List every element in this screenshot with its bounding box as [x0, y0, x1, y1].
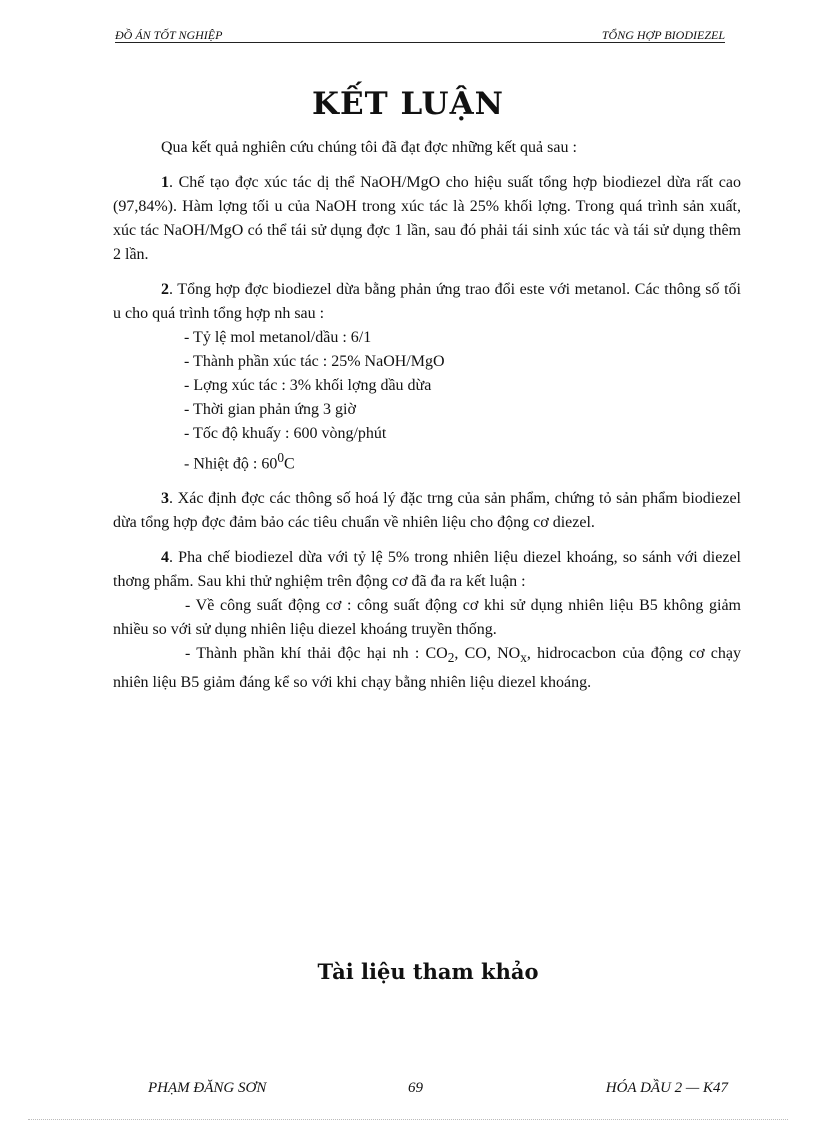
temperature-prefix: - Nhiệt độ : 60	[184, 455, 278, 473]
footer-page-number: 69	[408, 1080, 423, 1096]
section-2-text: . Tổng hợp đợc biodiezel dừa bằng phản ứng trao đổi este với metanol. Các thông số tối u cho quá trình tổng hợp nh sau :	[113, 281, 741, 322]
section-4-text: . Pha chế biodiezel dừa với tỷ lệ 5% trong nhiên liệu diezel khoáng, so sánh với diezel thơng phẩm. Sau khi thử nghiệm trên động cơ đã đa ra kết luận :	[113, 549, 741, 591]
section-1-number: 1	[161, 174, 169, 191]
param-item: - Lợng xúc tác : 3% khối lợng dầu dừa	[184, 377, 432, 394]
footer-class: HÓA DẦU 2 — K47	[605, 1080, 728, 1096]
bottom-divider	[28, 1119, 788, 1120]
param-item: - Tốc độ khuấy : 600 vòng/phút	[184, 425, 387, 442]
section-3-paragraph	[113, 487, 741, 535]
temperature-degree: 0	[277, 450, 284, 465]
section-3-number: 3	[161, 490, 169, 508]
section-4-sub-2	[113, 642, 741, 694]
footer-author: PHẠM ĐĂNG SƠN	[148, 1080, 267, 1096]
section-4-paragraph	[113, 546, 741, 594]
page-title: KẾT LUẬN	[312, 86, 504, 122]
page-header	[115, 28, 725, 43]
references-title: Tài liệu tham khảo	[317, 959, 539, 984]
section-3-text: . Xác định đợc các thông số hoá lý đặc trng của sản phẩm, chứng tỏ sản phẩm biodiezel dừa tổng hợp đợc đảm bảo các tiêu chuẩn về nhiên liệu cho động cơ diezel.	[113, 490, 741, 532]
section-1-text: . Chế tạo đợc xúc tác dị thể NaOH/MgO cho hiệu suất tổng hợp biodiezel dừa rất cao (97,84%). Hàm lợng tối u của NaOH trong xúc tác là 25% khối lợng. Trong quá trình sản xuất, xúc tác NaOH/MgO có thể tái sử dụng đợc 1 lần, sau đó phải tái sinh xúc tác và tái sử dụng thêm 2 lần.	[113, 174, 741, 263]
section-4-sub-1: - Về công suất động cơ : công suất động cơ khi sử dụng nhiên liệu B5 không giảm nhiều so với sử dụng nhiên liệu diezel khoáng truyền thống.	[113, 597, 741, 639]
conclusion-body	[113, 136, 741, 695]
param-item: - Thành phần xúc tác : 25% NaOH/MgO	[184, 353, 445, 370]
header-right-text: TỔNG HỢP BIODIEZEL	[601, 28, 725, 42]
co2-subscript: 2	[447, 650, 455, 666]
emissions-text-1: - Thành phần khí thải độc hại nh : CO	[185, 645, 448, 663]
param-item: - Tỷ lệ mol metanol/dầu : 6/1	[184, 329, 372, 346]
section-4-number: 4	[161, 549, 169, 567]
section-2-paragraph	[113, 278, 741, 326]
param-item-temperature	[113, 446, 741, 476]
param-item: - Thời gian phản ứng 3 giờ	[184, 401, 356, 418]
nox-subscript: x	[520, 650, 527, 666]
temperature-unit: C	[284, 455, 295, 473]
page-footer	[148, 1080, 728, 1100]
intro-paragraph: Qua kết quả nghiên cứu chúng tôi đã đạt đợc những kết quả sau :	[161, 139, 577, 156]
header-left-text: ĐỒ ÁN TỐT NGHIỆP	[115, 28, 223, 42]
emissions-text-2: , CO, NO	[454, 645, 521, 663]
section-1-paragraph	[113, 171, 741, 267]
section-2-number: 2	[161, 281, 169, 298]
emissions-text-3: , hidrocacbon của động cơ chạy nhiên liệu B5 giảm đáng kể so với khi chạy bằng nhiên liệu diezel khoáng.	[113, 645, 741, 691]
